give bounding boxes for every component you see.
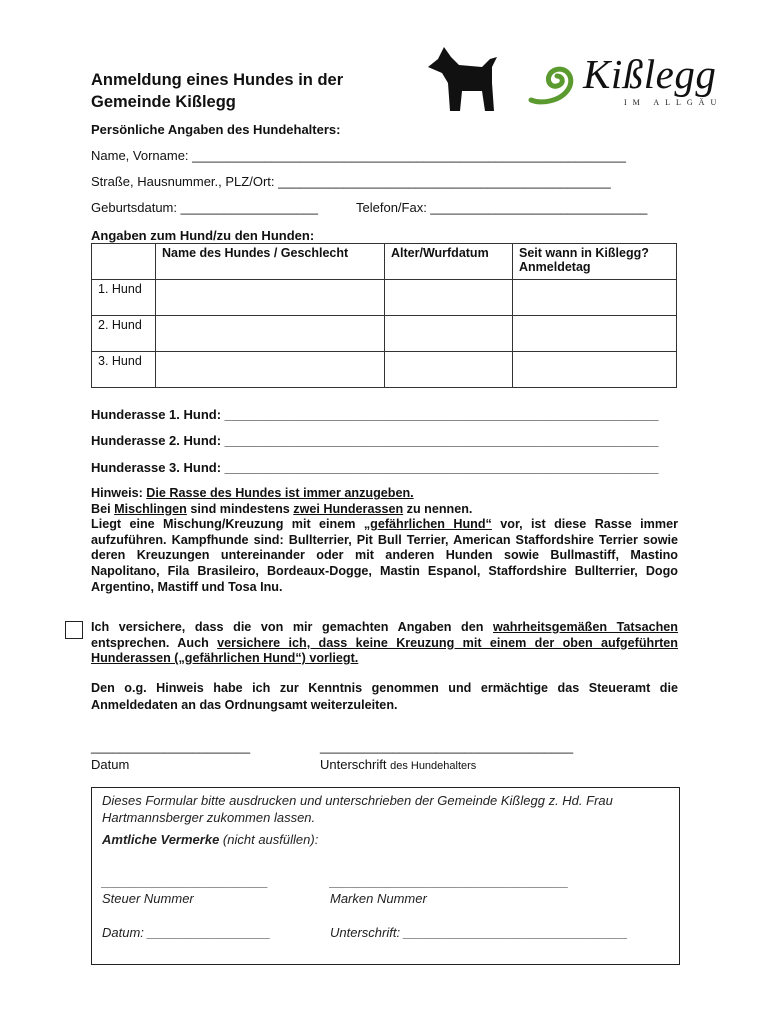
dog-logo-icon bbox=[424, 43, 506, 113]
row-label: 2. Hund bbox=[92, 316, 156, 352]
official-instructions: Dieses Formular bitte ausdrucken und unterschrieben der Gemeinde Kißlegg z. Hd. Frau Hartmannsberger zukommen lassen. bbox=[102, 793, 613, 825]
declaration-text bbox=[91, 620, 678, 667]
official-signature-field[interactable]: Unterschrift: _______________________________ bbox=[330, 925, 628, 940]
dog-age-cell[interactable] bbox=[385, 280, 513, 316]
signature-label-main: Unterschrift bbox=[320, 757, 391, 772]
title-line-1: Anmeldung eines Hundes in der bbox=[91, 71, 344, 89]
date-label: Datum bbox=[91, 757, 130, 772]
declaration-part: Ich versichere, dass die von mir gemachten Angaben den bbox=[91, 620, 493, 634]
official-heading-note: (nicht ausfüllen): bbox=[219, 832, 319, 847]
dog-name-cell[interactable] bbox=[156, 352, 385, 388]
note-text: zwei Hunderassen bbox=[293, 501, 404, 516]
brand-name: Kißlegg bbox=[583, 51, 717, 97]
table-header-age: Alter/Wurfdatum bbox=[385, 244, 513, 280]
owner-heading: Persönliche Angaben des Hundehalters: bbox=[91, 122, 341, 137]
name-field[interactable]: Name, Vorname: ____________________________________________________________ bbox=[91, 148, 626, 163]
note-line1: Die Rasse des Hundes ist immer anzugeben. bbox=[146, 486, 414, 500]
tax-number-line[interactable]: _______________________ bbox=[102, 874, 269, 889]
declaration-part: wahrheitsgemäßen Tatsachen bbox=[493, 620, 679, 634]
signature-label bbox=[320, 757, 476, 772]
table-row bbox=[92, 316, 677, 352]
breed-note bbox=[91, 486, 678, 595]
dogs-table bbox=[91, 243, 677, 388]
page-title bbox=[91, 69, 343, 113]
official-heading bbox=[102, 832, 318, 847]
declaration-part: versichere ich, dass keine Kreuzung mit einem der oben aufgeführten Hunderassen („gefährlichen Hund“) vorliegt. bbox=[91, 635, 678, 666]
breed-field-1[interactable]: Hunderasse 1. Hund: ____________________________________________________________ bbox=[91, 407, 659, 422]
note-text: Bei bbox=[91, 501, 115, 516]
table-header-row bbox=[92, 244, 677, 280]
official-date-field[interactable]: Datum: _________________ bbox=[102, 925, 271, 940]
note-text: Mischlingen bbox=[114, 501, 187, 516]
table-row bbox=[92, 352, 677, 388]
row-label: 1. Hund bbox=[92, 280, 156, 316]
table-header-name: Name des Hundes / Geschlecht bbox=[156, 244, 385, 280]
note-text: sind mindestens bbox=[186, 501, 294, 516]
acknowledgement-text: Den o.g. Hinweis habe ich zur Kenntnis genommen und ermächtige das Steueramt die Anmeldedaten an das Ordnungsamt weiterzuleiten. bbox=[91, 681, 678, 712]
brand-subtitle: IM ALLGÄU bbox=[624, 98, 723, 107]
table-header-since: Seit wann in Kißlegg? Anmeldetag bbox=[513, 244, 677, 280]
note-text: zu nennen. bbox=[403, 501, 473, 516]
signature-line[interactable]: ___________________________________ bbox=[320, 739, 574, 754]
row-label: 3. Hund bbox=[92, 352, 156, 388]
dog-since-cell[interactable] bbox=[513, 280, 677, 316]
brand-swirl-icon bbox=[527, 60, 579, 108]
dog-since-cell[interactable] bbox=[513, 316, 677, 352]
breed-field-2[interactable]: Hunderasse 2. Hund: ____________________________________________________________ bbox=[91, 433, 659, 448]
tag-number-label: Marken Nummer bbox=[330, 891, 427, 906]
note-prefix: Hinweis: bbox=[91, 486, 147, 500]
note-text: Liegt eine Mischung/Kreuzung mit einem bbox=[91, 517, 364, 532]
dog-name-cell[interactable] bbox=[156, 280, 385, 316]
note-text: vor, ist diese Rasse immer aufzuführen. Kampfhunde sind: Bullterrier, Pit Bull Terrier, American Staffordshire Terrier sowie deren Kreuzungen untereinander oder mit anderen Hunden sowie Bullmastiff, Mastino Napolitano, Fila Brasileiro, Bordeaux-Dogge, Mastin Espanol, Staffordshire Bullterrier, Dogo Argentino, Mastiff und Tosa Inu. bbox=[91, 517, 678, 594]
tag-number-line[interactable]: _________________________________ bbox=[330, 874, 569, 889]
tax-number-label: Steuer Nummer bbox=[102, 891, 194, 906]
table-header-empty bbox=[92, 244, 156, 280]
dog-name-cell[interactable] bbox=[156, 316, 385, 352]
note-text: „gefährlichen Hund“ bbox=[363, 517, 492, 532]
dogs-heading: Angaben zum Hund/zu den Hunden: bbox=[91, 228, 315, 243]
phone-field[interactable]: Telefon/Fax: ______________________________ bbox=[356, 200, 648, 215]
signature-label-small: des Hundehalters bbox=[390, 760, 477, 772]
dog-age-cell[interactable] bbox=[385, 352, 513, 388]
dog-since-cell[interactable] bbox=[513, 352, 677, 388]
declaration-checkbox[interactable] bbox=[65, 621, 83, 639]
breed-field-3[interactable]: Hunderasse 3. Hund: ____________________________________________________________ bbox=[91, 460, 659, 475]
declaration-part: entsprechen. Auch bbox=[91, 635, 218, 650]
title-line-2: Gemeinde Kißlegg bbox=[91, 93, 236, 111]
birthdate-field[interactable]: Geburtsdatum: ___________________ bbox=[91, 200, 318, 215]
table-row bbox=[92, 280, 677, 316]
official-heading-bold: Amtliche Vermerke bbox=[102, 832, 220, 847]
dog-age-cell[interactable] bbox=[385, 316, 513, 352]
address-field[interactable]: Straße, Hausnummer., PLZ/Ort: ______________________________________________ bbox=[91, 174, 611, 189]
date-line[interactable]: ______________________ bbox=[91, 739, 251, 754]
